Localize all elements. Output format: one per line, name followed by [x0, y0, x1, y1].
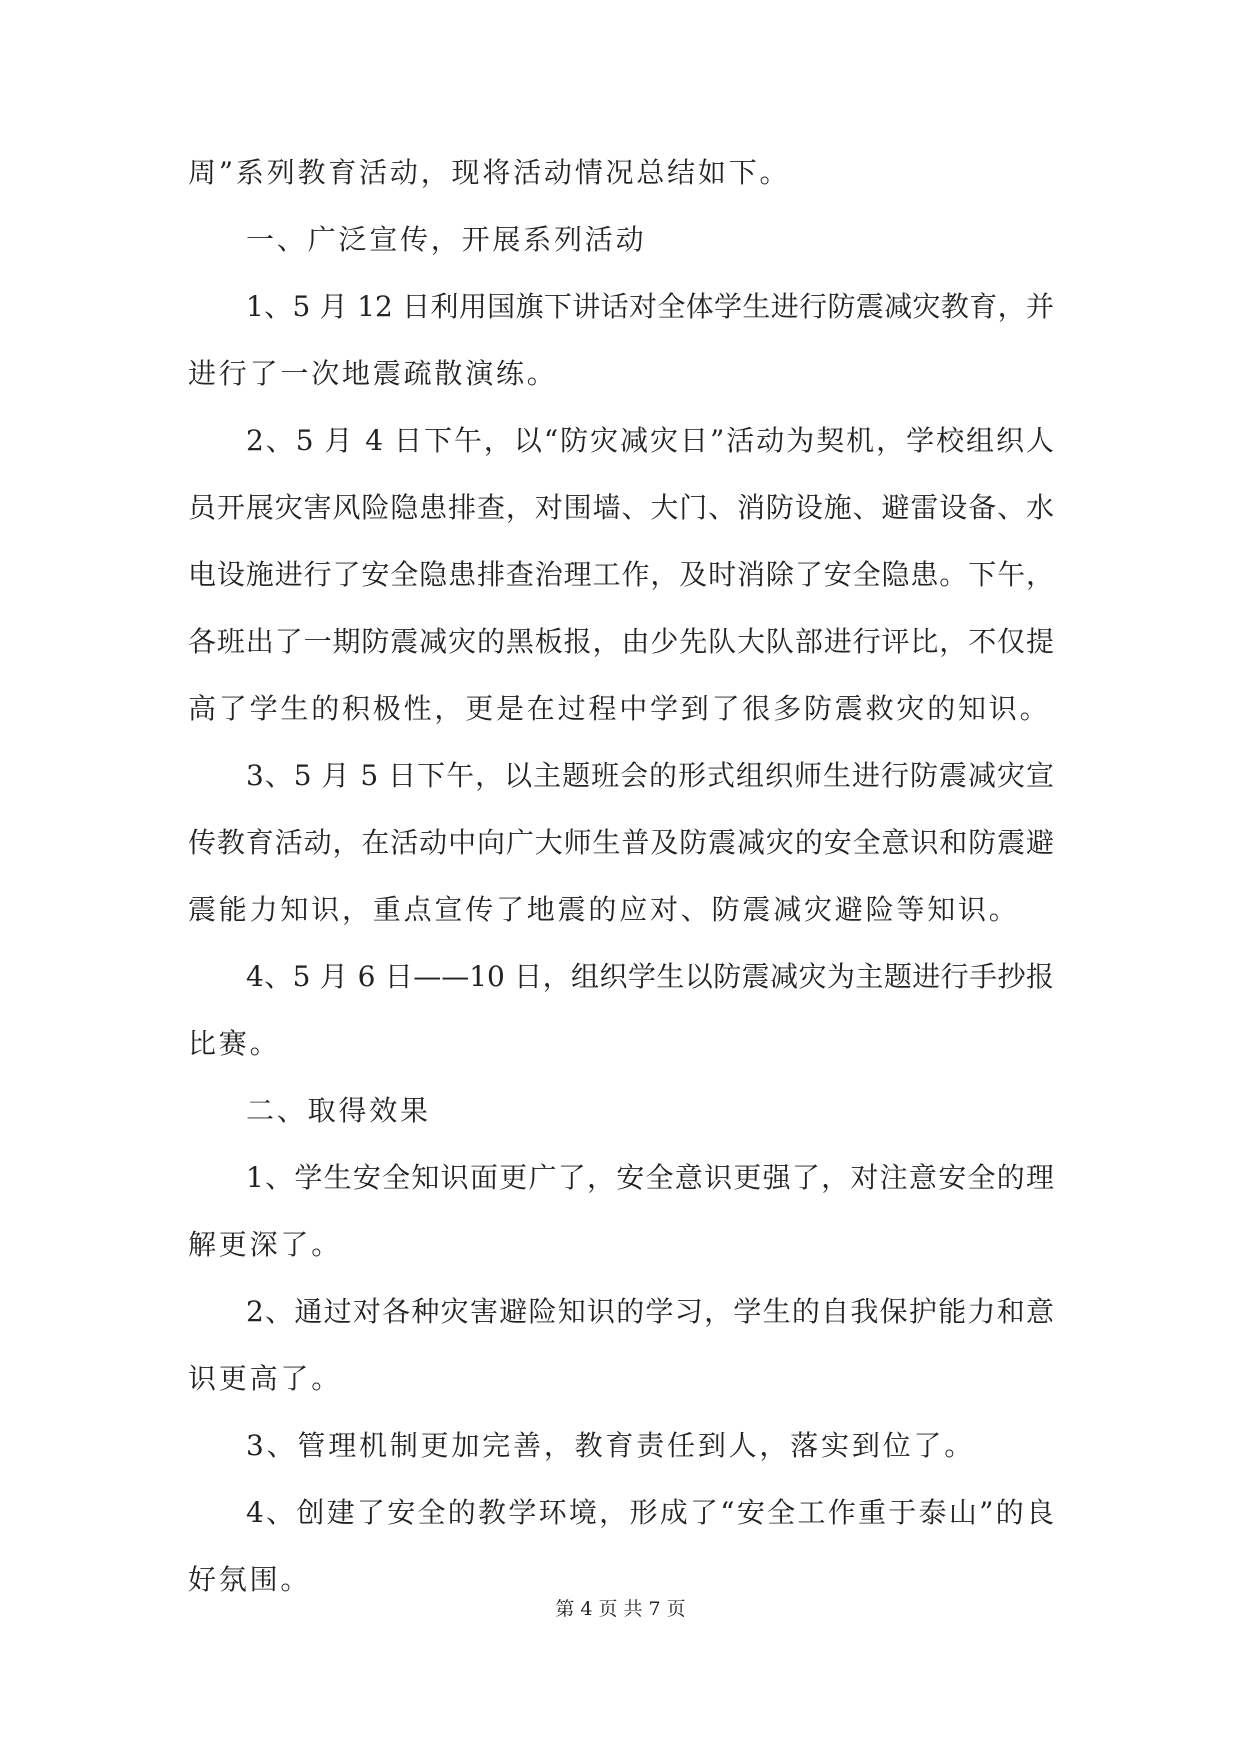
text-line: 解更深了。: [188, 1228, 343, 1261]
text-line: 进行了一次地震疏散演练。: [188, 357, 558, 390]
text-line: 4、5 月 6 日——10 日，组织学生以防震减灾为主题进行手抄报: [246, 960, 1054, 993]
text-line: 电设施进行了安全隐患排查治理工作，及时消除了安全隐患。下午，: [188, 558, 1054, 591]
text-line: 2、通过对各种灾害避险知识的学习，学生的自我保护能力和意: [246, 1295, 1054, 1328]
text-line: 2、5 月 4 日下午，以“防灾减灾日”活动为契机，学校组织人: [246, 424, 1054, 457]
document-body: [188, 153, 1054, 1627]
text-line: 3、管理机制更加完善，教育责任到人，落实到位了。: [246, 1429, 976, 1462]
text-line: 3、5 月 5 日下午，以主题班会的形式组织师生进行防震减灾宣: [246, 759, 1054, 792]
text-line: 各班出了一期防震减灾的黑板报，由少先队大队部进行评比，不仅提: [188, 625, 1054, 658]
section-heading: 二、取得效果: [246, 1094, 431, 1127]
text-line: 高了学生的积极性，更是在过程中学到了很多防震救灾的知识。: [188, 692, 1051, 725]
text-line: 识更高了。: [188, 1362, 343, 1395]
text-line: 传教育活动，在活动中向广大师生普及防震减灾的安全意识和防震避: [188, 826, 1054, 859]
text-line: 周”系列教育活动，现将活动情况总结如下。: [188, 156, 791, 189]
text-line: 震能力知识，重点宣传了地震的应对、防震减灾避险等知识。: [188, 893, 1020, 926]
page-number-footer: 第 4 页 共 7 页: [555, 1598, 686, 1620]
text-line: 1、5 月 12 日利用国旗下讲话对全体学生进行防震减灾教育，并: [246, 290, 1054, 323]
text-line: 好氛围。: [188, 1563, 312, 1596]
text-line: 4、创建了安全的教学环境，形成了“安全工作重于泰山”的良: [246, 1496, 1054, 1529]
text-line: 比赛。: [188, 1027, 281, 1060]
section-heading: 一、广泛宣传，开展系列活动: [246, 223, 647, 256]
text-line: 1、学生安全知识面更广了，安全意识更强了，对注意安全的理: [246, 1161, 1054, 1194]
text-line: 员开展灾害风险隐患排查，对围墙、大门、消防设施、避雷设备、水: [188, 491, 1054, 524]
